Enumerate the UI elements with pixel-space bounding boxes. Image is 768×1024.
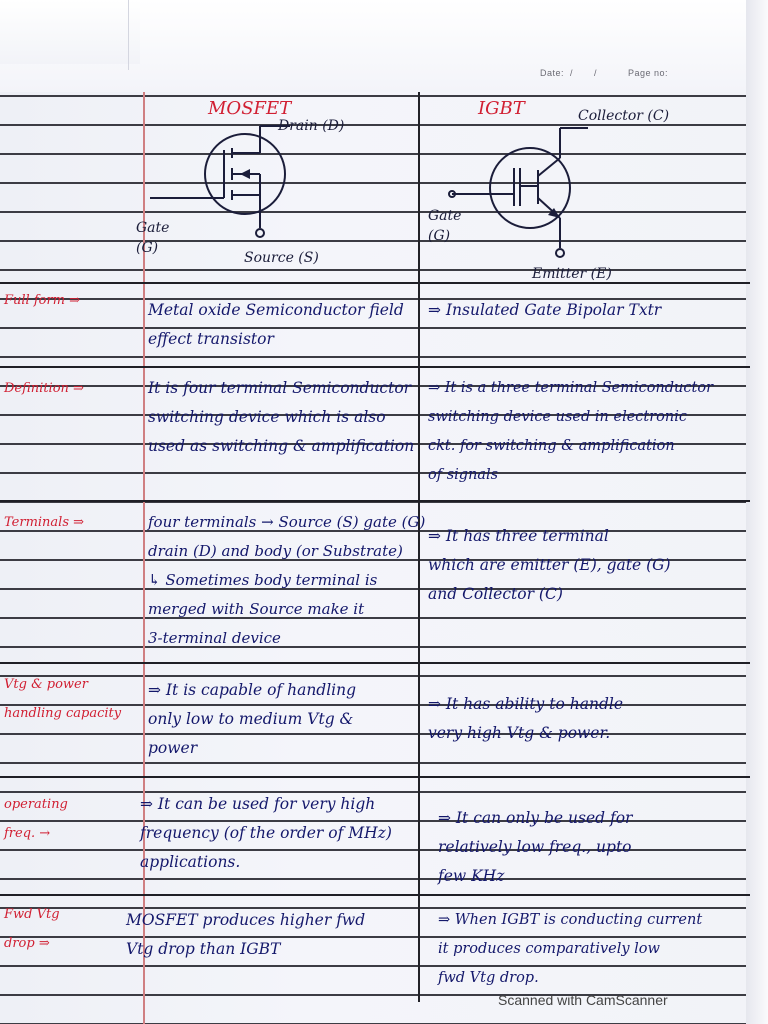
date-blank: / / (570, 68, 598, 78)
row-divider (0, 282, 750, 284)
mosfet-forward-voltage-drop: MOSFET produces higher fwd Vtg drop than IGBT (126, 911, 366, 958)
igbt-power-handling: ⇒ It has ability to handle very high Vtg & power. (428, 695, 623, 742)
igbt-title: IGBT (478, 98, 525, 119)
row-label-operating-frequency: operating freq. → (4, 797, 68, 841)
mosfet-source-label: Source (S) (244, 250, 319, 266)
mosfet-definition: It is four terminal Semiconductor switching device which is also used as switching & amplification (148, 379, 415, 455)
page-fold-line (128, 0, 129, 70)
igbt-symbol-icon (440, 118, 740, 268)
mosfet-power-handling: ⇒ It is capable of handling only low to medium Vtg & power (148, 681, 357, 757)
igbt-collector-label: Collector (C) (578, 108, 670, 124)
igbt-terminals: ⇒ It has three terminal which are emitter (E), gate (G) and Collector (C) (428, 527, 671, 603)
igbt-definition: ⇒ It is a three terminal Semiconductor switching device used in electronic ckt. for switching & amplification of signals (428, 380, 714, 483)
mosfet-full-form: Metal oxide Semiconductor field effect transistor (148, 301, 404, 348)
row-divider (0, 366, 750, 368)
row-divider (0, 500, 750, 502)
mosfet-drain-label: Drain (D) (278, 118, 345, 134)
row-divider (0, 662, 750, 664)
igbt-emitter-label: Emitter (E) (532, 266, 612, 282)
row-label-forward-voltage-drop: Fwd Vtg drop ⇒ (4, 907, 60, 951)
page-number-label: Page no: (628, 68, 669, 78)
mosfet-title: MOSFET (208, 98, 292, 119)
mosfet-operating-frequency: ⇒ It can be used for very high frequency (of the order of MHz) applications. (140, 795, 392, 871)
page-right-edge (746, 0, 768, 1024)
scanner-watermark: Scanned with CamScanner (498, 992, 668, 1008)
page-corner (0, 0, 140, 64)
row-label-power-handling: Vtg & power handling capacity (4, 677, 122, 721)
igbt-forward-voltage-drop: ⇒ When IGBT is conducting current it produces comparatively low fwd Vtg drop. (438, 912, 703, 986)
mosfet-gate-label: Gate (G) (136, 220, 170, 256)
row-divider (0, 894, 750, 896)
date-label: Date: (540, 68, 565, 78)
row-label-terminals: Terminals ⇒ (4, 515, 85, 530)
mosfet-terminals: four terminals → Source (S) gate (G) drain (D) and body (or Substrate) ↳ Sometimes body terminal is merged with Source make it 3-terminal device (148, 513, 426, 647)
igbt-operating-frequency: ⇒ It can only be used for relatively low freq., upto few KHz (438, 809, 633, 885)
row-label-definition: Definition ⇒ (4, 381, 84, 396)
igbt-full-form: ⇒ Insulated Gate Bipolar Txtr (428, 301, 662, 319)
row-divider (0, 776, 750, 778)
row-label-full-form: Full form ⇒ (4, 293, 81, 308)
mosfet-symbol-icon (140, 118, 400, 268)
igbt-gate-label: Gate (G) (428, 208, 462, 244)
